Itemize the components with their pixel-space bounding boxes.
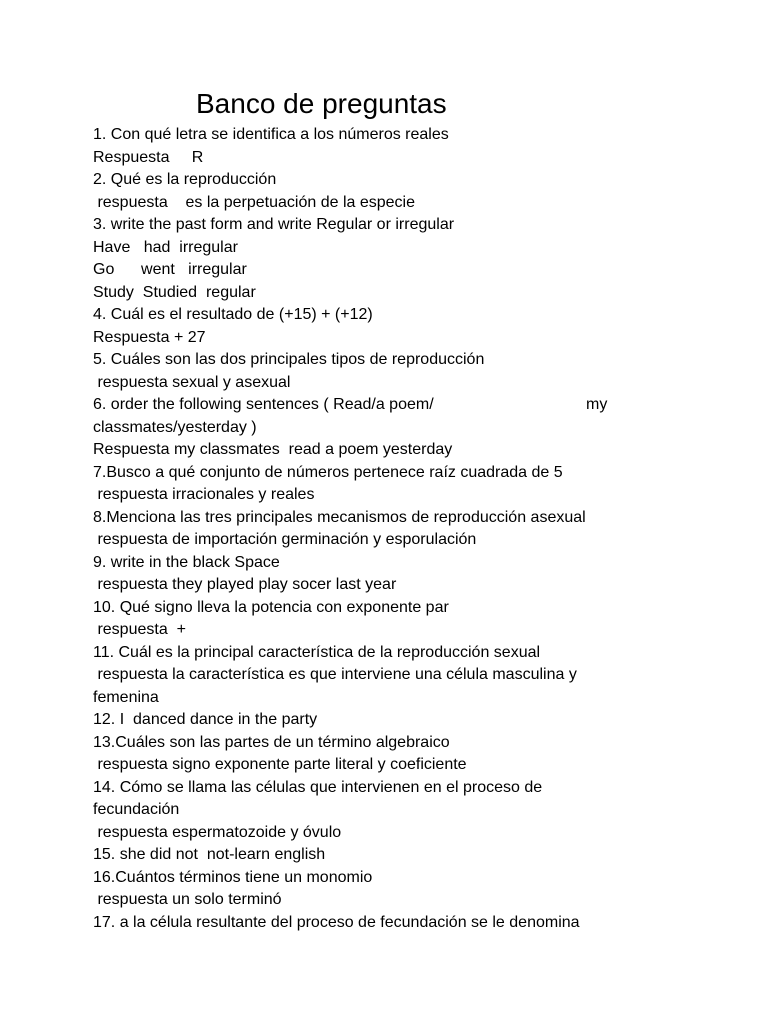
text-line: respuesta sexual y asexual (93, 373, 291, 391)
page-title: Banco de preguntas (196, 88, 447, 119)
text-line: respuesta they played play socer last year (93, 576, 397, 593)
text-line: 9. write in the black Space (93, 553, 280, 571)
text-line: femenina (93, 688, 159, 706)
text-line: respuesta la característica es que interviene una célula masculina y (93, 666, 577, 683)
text-line-segment: 6. order the following sentences ( Read/a poem/ (93, 396, 434, 413)
text-line-segment: my (586, 396, 608, 413)
text-line: 14. Cómo se llama las células que intervienen en el proceso de (93, 778, 543, 796)
text-line: Respuesta + 27 (93, 328, 206, 346)
text-line: 7.Busco a qué conjunto de números pertenece raíz cuadrada de 5 (93, 463, 563, 481)
text-line: 1. Con qué letra se identifica a los números reales (93, 126, 449, 143)
text-line: 3. write the past form and write Regular or irregular (93, 216, 455, 233)
text-line: Go went irregular (93, 261, 247, 278)
text-line: Have had irregular (93, 238, 238, 256)
text-line: fecundación (93, 801, 180, 818)
text-line: 2. Qué es la reproducción (93, 171, 277, 188)
text-line: 16.Cuántos términos tiene un monomio (93, 868, 373, 886)
question-list (93, 124, 653, 934)
text-line: respuesta de importación germinación y esporulación (93, 531, 477, 548)
text-line: 15. she did not not-learn english (93, 846, 326, 863)
text-line: 5. Cuáles son las dos principales tipos de reproducción (93, 351, 485, 368)
text-line: Respuesta my classmates read a poem yesterday (93, 441, 453, 458)
text-line: respuesta es la perpetuación de la especie (93, 193, 415, 211)
text-line: respuesta signo exponente parte literal y coeficiente (93, 756, 467, 773)
text-line: respuesta un solo terminó (93, 891, 282, 908)
text-line (93, 394, 611, 417)
text-line: classmates/yesterday ) (93, 418, 257, 436)
text-line: 10. Qué signo lleva la potencia con exponente par (93, 598, 449, 616)
text-line: 8.Menciona las tres principales mecanismos de reproducción asexual (93, 508, 586, 526)
text-line: respuesta irracionales y reales (93, 486, 315, 503)
text-line: 13.Cuáles son las partes de un término algebraico (93, 733, 450, 751)
text-line: respuesta espermatozoide y óvulo (93, 823, 342, 841)
text-line: Study Studied regular (93, 283, 256, 301)
text-line: 11. Cuál es la principal característica de la reproducción sexual (93, 643, 541, 661)
text-line: respuesta + (93, 621, 186, 638)
text-line: 12. I danced dance in the party (93, 711, 318, 728)
text-line: Respuesta R (93, 148, 204, 166)
text-line: 17. a la célula resultante del proceso de fecundación se le denomina (93, 913, 580, 931)
text-line: 4. Cuál es el resultado de (+15) + (+12) (93, 306, 373, 323)
